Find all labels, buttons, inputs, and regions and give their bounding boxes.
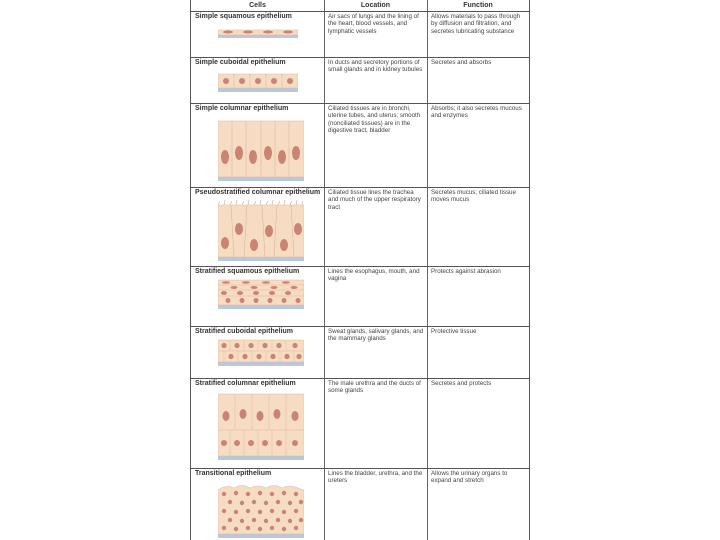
table-row <box>191 11 529 57</box>
stratified-columnar-illustration <box>218 390 304 462</box>
location-text: Ciliated tissue lines the trachea and much of the upper respiratory tract <box>328 189 421 211</box>
tissue-name: Stratified cuboidal epithelium <box>195 328 294 335</box>
function-text: Secretes mucus; ciliated tissue moves mucus <box>431 189 516 204</box>
epithelium-table <box>190 0 530 540</box>
stratified-squamous-illustration <box>218 278 304 312</box>
header-cells: Cells <box>249 2 266 9</box>
table-row <box>191 103 529 187</box>
table-row <box>191 326 529 378</box>
simple-squamous-illustration <box>218 24 298 42</box>
function-text: Protective tissue <box>431 328 477 335</box>
simple-columnar-illustration <box>218 117 304 183</box>
function-text: Absorbs; it also secretes mucous and enzymes <box>431 105 522 120</box>
tissue-name: Transitional epithelium <box>195 470 272 477</box>
tissue-name: Simple squamous epithelium <box>195 13 292 20</box>
table-row <box>191 378 529 468</box>
function-text: Protects against abrasion <box>431 268 501 275</box>
function-text: Allows materials to pass through by diffusion and filtration, and secretes lubricating substance <box>431 13 521 35</box>
location-text: Lines the bladder, urethra, and the ureters <box>328 470 423 485</box>
tissue-name: Pseudostratified columnar epithelium <box>195 189 321 196</box>
location-text: The male urethra and the ducts of some glands <box>328 380 421 395</box>
tissue-name: Stratified squamous epithelium <box>195 268 300 275</box>
table-row <box>191 468 529 540</box>
tissue-name: Simple columnar epithelium <box>195 105 289 112</box>
location-text: Ciliated tissues are in bronchi, uterine tubes, and uterus; smooth (nonciliated tissues) are in the digestive tract, bladder <box>328 105 421 135</box>
simple-cuboidal-illustration <box>218 71 298 95</box>
stratified-cuboidal-illustration <box>218 338 304 368</box>
location-text: In ducts and secretory portions of small glands and in kidney tubules <box>328 59 423 74</box>
header-location: Location <box>360 2 391 9</box>
tissue-name: Simple cuboidal epithelium <box>195 59 286 66</box>
table-row <box>191 187 529 266</box>
location-text: Air sacs of lungs and the lining of the heart, blood vessels, and lymphatic vessels <box>328 13 419 35</box>
header-function: Function <box>463 2 493 9</box>
tissue-name: Stratified columnar epithelium <box>195 380 296 387</box>
function-text: Secretes and absorbs <box>431 59 492 66</box>
location-text: Lines the esophagus, mouth, and vagina <box>328 268 420 283</box>
table-row <box>191 266 529 326</box>
transitional-illustration <box>218 482 304 540</box>
pseudostratified-columnar-illustration <box>218 199 304 263</box>
function-text: Secretes and protects <box>431 380 492 387</box>
location-text: Sweat glands, salivary glands, and the mammary glands <box>328 328 424 343</box>
function-text: Allows the urinary organs to expand and stretch <box>431 470 508 485</box>
table-row <box>191 57 529 103</box>
